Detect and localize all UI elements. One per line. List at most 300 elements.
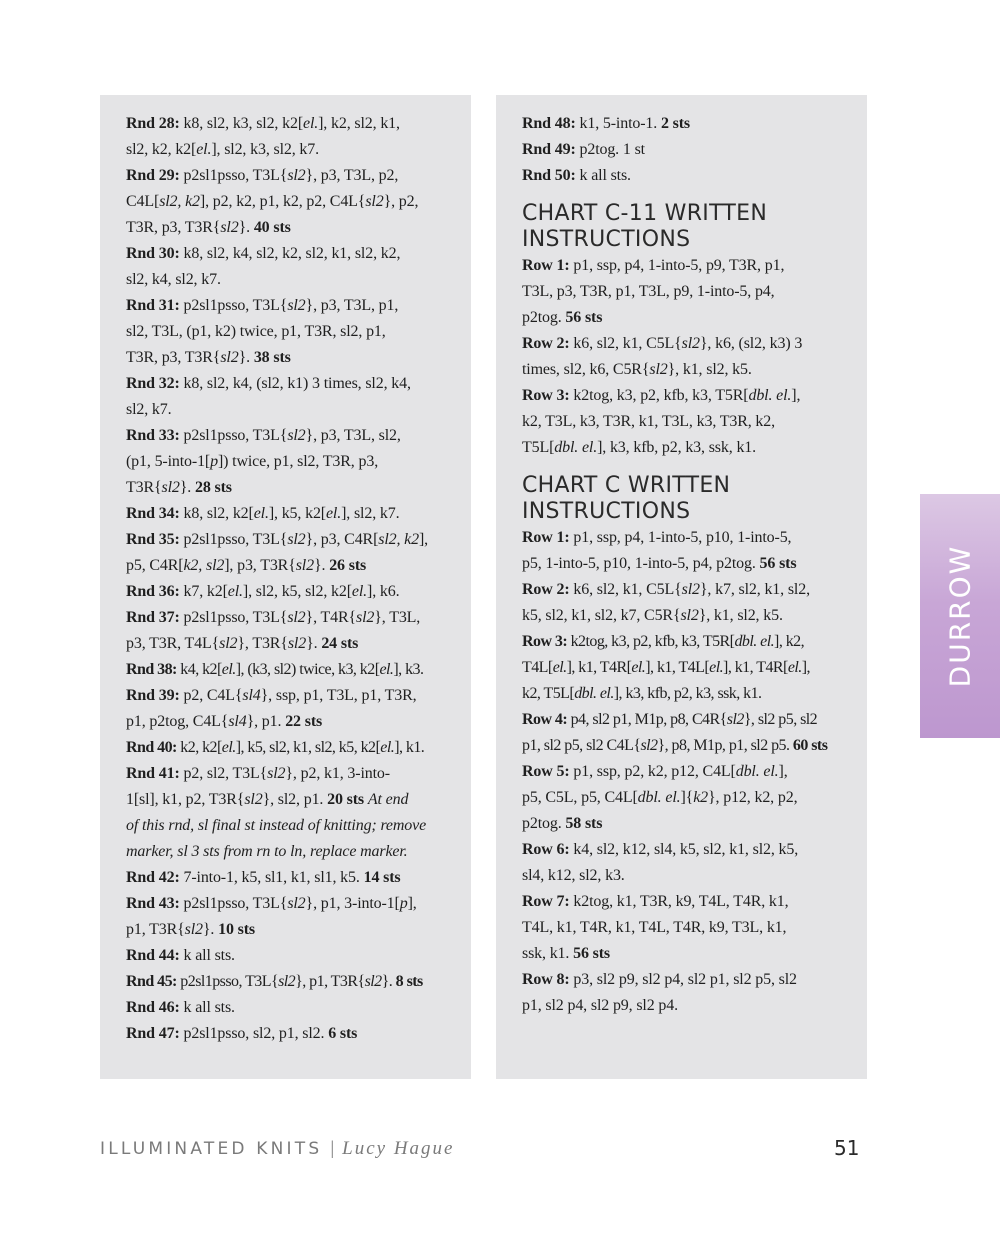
italic-text: sl2 (649, 361, 668, 378)
instruction-text: k6, sl2, k1, C5L{ (569, 581, 682, 598)
italic-text: sl2 (680, 607, 699, 624)
instruction-text: k all sts. (575, 167, 631, 184)
instruction-line (522, 889, 857, 915)
instruction-text: p1, T3R{ (126, 921, 185, 938)
instruction-line (126, 345, 461, 371)
row-label: Row 1: (522, 257, 570, 274)
author-name: Lucy Hague (342, 1138, 455, 1159)
instruction-text: ssk, k1. (522, 945, 574, 962)
stitch-count: 26 sts (329, 557, 367, 574)
row-label: Rnd 47: (126, 1025, 180, 1042)
row-label: Row 5: (522, 763, 570, 780)
instruction-text: sl2, k2, k2[ (126, 141, 197, 158)
italic-text: dbl. el. (637, 789, 681, 806)
italic-text: el. (221, 739, 236, 756)
instruction-text: ], k1. (394, 739, 425, 756)
instruction-text: }, p1, T3R{ (295, 973, 365, 990)
instruction-text: p2sl1psso, T3L{ (179, 167, 288, 184)
stitch-count: 14 sts (363, 869, 401, 886)
instruction-text: }, p3, C4R[ (305, 531, 379, 548)
italic-text: el. (379, 661, 394, 678)
italic-text: sl2 (220, 219, 239, 236)
instruction-text: ], sl2, k5, sl2, k2[ (242, 583, 352, 600)
instruction-line (126, 735, 461, 761)
instruction-line (522, 279, 857, 305)
italic-text: sl2 (267, 765, 286, 782)
instruction-line (522, 163, 857, 189)
instruction-text: p2tog. 1 st (575, 141, 645, 158)
stitch-count: 24 sts (321, 635, 359, 652)
instruction-line (126, 1021, 461, 1047)
italic-text: sl2, k2 (378, 531, 419, 548)
instruction-line (126, 657, 461, 683)
row-label: Rnd 37: (126, 609, 180, 626)
footer-credit (100, 1138, 455, 1160)
italic-text: sl2 (287, 635, 307, 652)
instruction-text: times, sl2, k6, C5R{ (522, 361, 650, 378)
instruction-line (126, 319, 461, 345)
footer-separator: | (330, 1138, 335, 1159)
italic-text: sl2 (356, 609, 375, 626)
italic-text: sl2 (287, 895, 306, 912)
italic-text: dbl. el. (574, 685, 614, 702)
instruction-text: ], k1, T4R[ (566, 659, 632, 676)
instruction-text: k8, sl2, k4, sl2, k2, sl2, k1, sl2, k2, (179, 245, 401, 262)
row-label: Rnd 34: (126, 505, 180, 522)
instruction-line (126, 995, 461, 1021)
instruction-text: }, k1, sl2, k5. (698, 607, 783, 624)
instruction-text: ], k6. (367, 583, 400, 600)
instruction-line (522, 551, 857, 577)
instruction-text: p2tog. (522, 815, 566, 832)
instruction-text: T5L[ (522, 439, 555, 456)
instruction-line (126, 761, 461, 787)
instruction-text: k4, sl2, k12, sl4, k5, sl2, k1, sl2, k5, (569, 841, 799, 858)
instruction-text: }. (179, 479, 195, 496)
section-heading-line: INSTRUCTIONS (522, 227, 691, 252)
instruction-text: }, p3, T3L, p2, (305, 167, 399, 184)
instruction-text: k2, T5L[ (522, 685, 575, 702)
instruction-line (126, 943, 461, 969)
page-number: 51 (834, 1136, 860, 1160)
instruction-line (522, 305, 857, 331)
italic-text: sl2 (287, 531, 306, 548)
stitch-count: 8 sts (395, 973, 423, 990)
row-label: Rnd 35: (126, 531, 180, 548)
row-label: Row 7: (522, 893, 570, 910)
instruction-line (126, 111, 461, 137)
instruction-text: }. (306, 635, 322, 652)
instruction-text: ], (407, 895, 417, 912)
instruction-text: p2sl1psso, T3L{ (176, 973, 279, 990)
row-label: Rnd 32: (126, 375, 180, 392)
instruction-text: k2tog, k3, p2, kfb, k3, T5R[ (567, 633, 735, 650)
row-label: Rnd 39: (126, 687, 180, 704)
instruction-text: ], k3. (393, 661, 424, 678)
instruction-text: T3R, p3, T3R{ (126, 349, 221, 366)
row-label: Rnd 28: (126, 115, 180, 132)
instruction-text: }, T3R{ (237, 635, 288, 652)
instruction-text: T4L[ (522, 659, 553, 676)
instruction-text: k8, sl2, k3, sl2, k2[ (179, 115, 304, 132)
instruction-line (126, 553, 461, 579)
stitch-count: 58 sts (565, 815, 603, 832)
instruction-text: C4L[ (126, 193, 160, 210)
row-label: Rnd 33: (126, 427, 180, 444)
italic-text: sl2 (278, 973, 296, 990)
instruction-text: k2, k2[ (176, 739, 222, 756)
italic-text: sl2 (287, 609, 306, 626)
italic-text: sl2 (220, 349, 239, 366)
italic-text: el. (221, 661, 236, 678)
instruction-line (126, 969, 461, 995)
italic-text: k2, sl2 (183, 557, 225, 574)
italic-text: el. (787, 659, 802, 676)
instruction-line (126, 579, 461, 605)
italic-text: p (399, 895, 408, 912)
instruction-line (522, 993, 857, 1019)
instruction-line (522, 863, 857, 889)
instruction-text: p2tog. (522, 309, 566, 326)
italic-text: el. (227, 583, 243, 600)
instruction-line (522, 785, 857, 811)
instruction-text: k8, sl2, k2[ (179, 505, 254, 522)
row-label: Rnd 50: (522, 167, 576, 184)
instruction-text: 1[sl], k1, p2, T3R{ (126, 791, 245, 808)
italic-text: sl2 (726, 711, 744, 728)
italic-text: sl2 (640, 737, 658, 754)
instruction-text: }, T4R{ (305, 609, 357, 626)
instruction-line (126, 137, 461, 163)
instruction-text: }, sl2 p5, sl2 (743, 711, 818, 728)
italic-text: sl2 (295, 557, 314, 574)
instruction-text: ], p3, T3R{ (224, 557, 296, 574)
instruction-text: }, p8, M1p, p1, sl2 p5. (657, 737, 793, 754)
instruction-line (522, 137, 857, 163)
italic-text: k2 (693, 789, 708, 806)
italic-text: el. (380, 739, 395, 756)
instruction-line (522, 357, 857, 383)
italic-text: el. (709, 659, 724, 676)
instruction-line (522, 331, 857, 357)
stitch-count: 56 sts (565, 309, 603, 326)
instruction-text: (p1, 5-into-1[ (126, 453, 211, 470)
instruction-text: p3, sl2 p9, sl2 p4, sl2 p1, sl2 p5, sl2 (569, 971, 797, 988)
row-label: Rnd 38: (126, 661, 177, 678)
instruction-text: ], (k3, sl2) twice, k3, k2[ (235, 661, 380, 678)
instruction-text: p2, C4L{ (179, 687, 243, 704)
instruction-text: }, T3L, (374, 609, 421, 626)
row-label: Rnd 46: (126, 999, 180, 1016)
stitch-count: 20 sts (327, 791, 365, 808)
instruction-text: ], k3, kfb, p2, k3, ssk, k1. (597, 439, 756, 456)
instruction-line (522, 915, 857, 941)
instruction-line (126, 163, 461, 189)
left-instructions-panel (100, 95, 471, 1079)
italic-text: sl2 (244, 791, 263, 808)
instruction-line (126, 839, 461, 865)
stitch-count: 10 sts (218, 921, 255, 938)
row-label: Row 6: (522, 841, 570, 858)
instruction-text: p1, ssp, p4, 1-into-5, p9, T3R, p1, (569, 257, 785, 274)
instruction-text: p2sl1psso, T3L{ (179, 297, 288, 314)
instruction-line (126, 241, 461, 267)
italic-text: At end (367, 791, 409, 808)
instruction-text: sl2, k4, sl2, k7. (126, 271, 221, 288)
instruction-line (522, 811, 857, 837)
row-label: Row 2: (522, 335, 570, 352)
italic-text: el. (253, 505, 269, 522)
instruction-text: p2, sl2, T3L{ (179, 765, 268, 782)
instruction-line (126, 917, 461, 943)
instruction-text: }, p1. (246, 713, 286, 730)
instruction-text: k2, T3L, k3, T3R, k1, T3L, k3, T3R, k2, (522, 413, 775, 430)
instruction-text: ], k1, T4L[ (645, 659, 710, 676)
instruction-line (522, 707, 857, 733)
row-label: Rnd 49: (522, 141, 576, 158)
italic-text: el. (351, 583, 368, 600)
instruction-line (126, 475, 461, 501)
instruction-text: p1, sl2 p4, sl2 p9, sl2 p4. (522, 997, 678, 1014)
instruction-text: ], k2, sl2, k1, (318, 115, 400, 132)
italic-text: sl2 (365, 193, 384, 210)
stitch-count: 2 sts (660, 115, 690, 132)
instruction-text: }. (238, 219, 254, 236)
instruction-text: }. (381, 973, 396, 990)
instruction-text: k all sts. (179, 947, 235, 964)
instruction-text: ]{ (680, 789, 694, 806)
instruction-text: p1, p2tog, C4L{ (126, 713, 229, 730)
instruction-text: T3R{ (126, 479, 162, 496)
instruction-text: T3L, p3, T3R, p1, T3L, p9, 1-into-5, p4, (522, 283, 775, 300)
row-label: Rnd 48: (522, 115, 576, 132)
row-label: Rnd 36: (126, 583, 180, 600)
italic-text: sl4 (242, 687, 261, 704)
row-label: Row 8: (522, 971, 570, 988)
instruction-text: k1, 5-into-1. (575, 115, 661, 132)
instruction-line (126, 449, 461, 475)
instruction-text: }, p2, k1, 3-into- (285, 765, 390, 782)
row-label: Row 3: (522, 387, 570, 404)
italic-text: dbl. el. (735, 763, 779, 780)
italic-text: sl2 (184, 921, 203, 938)
italic-text: sl2 (681, 335, 700, 352)
italic-text: sl2 (287, 167, 306, 184)
italic-text: dbl. el. (748, 387, 792, 404)
row-label: Rnd 30: (126, 245, 180, 262)
row-label: Rnd 43: (126, 895, 180, 912)
instruction-line (522, 837, 857, 863)
instruction-text: k6, sl2, k1, C5L{ (569, 335, 682, 352)
instruction-text: T3R, p3, T3R{ (126, 219, 221, 236)
instruction-line (126, 267, 461, 293)
instruction-line (126, 215, 461, 241)
instruction-line (522, 629, 857, 655)
row-label: Row 1: (522, 529, 570, 546)
instruction-text: ], k5, sl2, k1, sl2, k5, k2[ (235, 739, 381, 756)
instruction-line (126, 423, 461, 449)
instruction-text: p1, sl2 p5, sl2 C4L{ (522, 737, 641, 754)
instruction-line (126, 501, 461, 527)
instruction-text: ]) twice, p1, sl2, T3R, p3, (217, 453, 379, 470)
instruction-text: k5, sl2, k1, sl2, k7, C5R{ (522, 607, 681, 624)
instruction-text: }. (313, 557, 330, 574)
instruction-text: k4, k2[ (176, 661, 222, 678)
instruction-line (522, 941, 857, 967)
italic-text: sl2 (364, 973, 382, 990)
instruction-line (522, 409, 857, 435)
instruction-line (126, 709, 461, 735)
instruction-text: ], (801, 659, 810, 676)
instruction-text: p1, ssp, p2, k2, p12, C4L[ (569, 763, 736, 780)
row-label: Rnd 40: (126, 739, 177, 756)
stitch-count: 56 sts (573, 945, 610, 962)
instruction-line (126, 891, 461, 917)
instruction-text: p5, C4R[ (126, 557, 184, 574)
italic-text: sl2 (287, 297, 306, 314)
instruction-text: ], (791, 387, 801, 404)
row-label: Rnd 42: (126, 869, 180, 886)
instruction-line (126, 293, 461, 319)
stitch-count: 38 sts (253, 349, 291, 366)
instruction-text: sl2, T3L, (p1, k2) twice, p1, T3R, sl2, p1, (126, 323, 386, 340)
italic-text: el. (325, 505, 342, 522)
instruction-line (126, 865, 461, 891)
chapter-tab-label: DURROW (943, 544, 977, 688)
row-label: Row 3: (522, 633, 568, 650)
instruction-text: p2sl1psso, T3L{ (179, 609, 288, 626)
row-label: Rnd 41: (126, 765, 180, 782)
stitch-count: 28 sts (195, 479, 232, 496)
instruction-line (522, 967, 857, 993)
instruction-line (522, 655, 857, 681)
stitch-count: 40 sts (253, 219, 291, 236)
instruction-text: }. (202, 921, 219, 938)
italic-text: of this rnd, sl final st instead of knitting; remove (126, 817, 427, 834)
instruction-text: ], k1, T4R[ (723, 659, 788, 676)
instruction-text: }, p1, 3-into-1[ (305, 895, 400, 912)
instruction-line (126, 397, 461, 423)
instruction-text: ], k2, (774, 633, 805, 650)
section-heading (522, 201, 857, 253)
row-label: Rnd 29: (126, 167, 180, 184)
italic-text: sl2, k2 (159, 193, 200, 210)
italic-text: dbl. el. (734, 633, 775, 650)
instruction-line (126, 787, 461, 813)
instruction-text: }, k6, (sl2, k3) 3 (699, 335, 803, 352)
section-heading (522, 473, 857, 525)
instruction-text: ], (418, 531, 429, 548)
row-label: Rnd 45: (126, 973, 177, 990)
instruction-line (126, 371, 461, 397)
instruction-line (126, 189, 461, 215)
instruction-text: p4, sl2 p1, M1p, p8, C4R{ (567, 711, 727, 728)
instruction-line (126, 813, 461, 839)
instruction-text: }, p3, T3L, sl2, (305, 427, 401, 444)
instruction-line (522, 681, 857, 707)
row-label: Rnd 44: (126, 947, 180, 964)
instruction-text: p2sl1psso, T3L{ (179, 895, 288, 912)
instruction-text: p1, ssp, p4, 1-into-5, p10, 1-into-5, (569, 529, 792, 546)
instruction-text: 7-into-1, k5, sl1, k1, sl1, k5. (179, 869, 364, 886)
instruction-text: k2tog, k3, p2, kfb, k3, T5R[ (569, 387, 749, 404)
stitch-count: 22 sts (285, 713, 323, 730)
instruction-line (126, 631, 461, 657)
instruction-text: p5, 1-into-5, p10, 1-into-5, p4, p2tog. (522, 555, 760, 572)
instruction-line (522, 253, 857, 279)
italic-text: sl2 (161, 479, 180, 496)
instruction-text: sl4, k12, sl2, k3. (522, 867, 625, 884)
instruction-text: k7, k2[ (179, 583, 228, 600)
section-heading-line: CHART C-11 WRITTEN (522, 201, 768, 226)
italic-text: sl2 (681, 581, 700, 598)
instruction-text: }, k7, sl2, k1, sl2, (699, 581, 810, 598)
italic-text: marker, sl 3 sts from rn to ln, replace marker. (126, 843, 408, 860)
instruction-line (126, 605, 461, 631)
chapter-side-tab (920, 494, 1000, 738)
row-label: Row 4: (522, 711, 568, 728)
instruction-text: }. (238, 349, 254, 366)
italic-text: p (210, 453, 218, 470)
instruction-line (522, 577, 857, 603)
row-label: Row 2: (522, 581, 570, 598)
book-title: ILLUMINATED KNITS (100, 1139, 323, 1159)
instruction-text: }, sl2, p1. (262, 791, 328, 808)
italic-text: el. (196, 141, 212, 158)
instruction-text: sl2, k7. (126, 401, 172, 418)
instruction-text: ], k3, kfb, p2, k3, ssk, k1. (613, 685, 762, 702)
instruction-text: ], (778, 763, 788, 780)
instruction-text: p3, T3R, T4L{ (126, 635, 220, 652)
instruction-line (522, 603, 857, 629)
instruction-line (522, 733, 857, 759)
instruction-text: }, ssp, p1, T3L, p1, T3R, (260, 687, 417, 704)
row-label: Rnd 31: (126, 297, 180, 314)
italic-text: sl4 (228, 713, 247, 730)
instruction-text: ], sl2, k7. (341, 505, 400, 522)
italic-text: sl2 (287, 427, 306, 444)
instruction-text: p2sl1psso, sl2, p1, sl2. (179, 1025, 329, 1042)
instruction-text: ], k5, k2[ (268, 505, 326, 522)
instruction-text: ], p2, k2, p1, k2, p2, C4L{ (199, 193, 366, 210)
instruction-text: }, k1, sl2, k5. (667, 361, 752, 378)
italic-text: sl2 (219, 635, 238, 652)
instruction-text: ], sl2, k3, sl2, k7. (211, 141, 319, 158)
instruction-text: T4L, k1, T4R, k1, T4L, T4R, k9, T3L, k1, (522, 919, 787, 936)
instruction-text: k8, sl2, k4, (sl2, k1) 3 times, sl2, k4, (179, 375, 411, 392)
instruction-line (522, 759, 857, 785)
instruction-line (126, 683, 461, 709)
right-instructions-panel (496, 95, 867, 1079)
section-heading-line: INSTRUCTIONS (522, 499, 691, 524)
stitch-count: 60 sts (792, 737, 828, 754)
instruction-line (522, 435, 857, 461)
instruction-text: k2tog, k1, T3R, k9, T4L, T4R, k1, (569, 893, 789, 910)
stitch-count: 56 sts (759, 555, 797, 572)
italic-text: el. (552, 659, 567, 676)
instruction-text: p5, C5L, p5, C4L[ (522, 789, 638, 806)
italic-text: el. (631, 659, 646, 676)
instruction-line (522, 383, 857, 409)
stitch-count: 6 sts (328, 1025, 358, 1042)
instruction-text: k all sts. (179, 999, 235, 1016)
instruction-text: p2sl1psso, T3L{ (179, 427, 288, 444)
section-heading-line: CHART C WRITTEN (522, 473, 731, 498)
instruction-line (126, 527, 461, 553)
instruction-text: p2sl1psso, T3L{ (179, 531, 288, 548)
italic-text: dbl. el. (554, 439, 598, 456)
instruction-line (522, 111, 857, 137)
